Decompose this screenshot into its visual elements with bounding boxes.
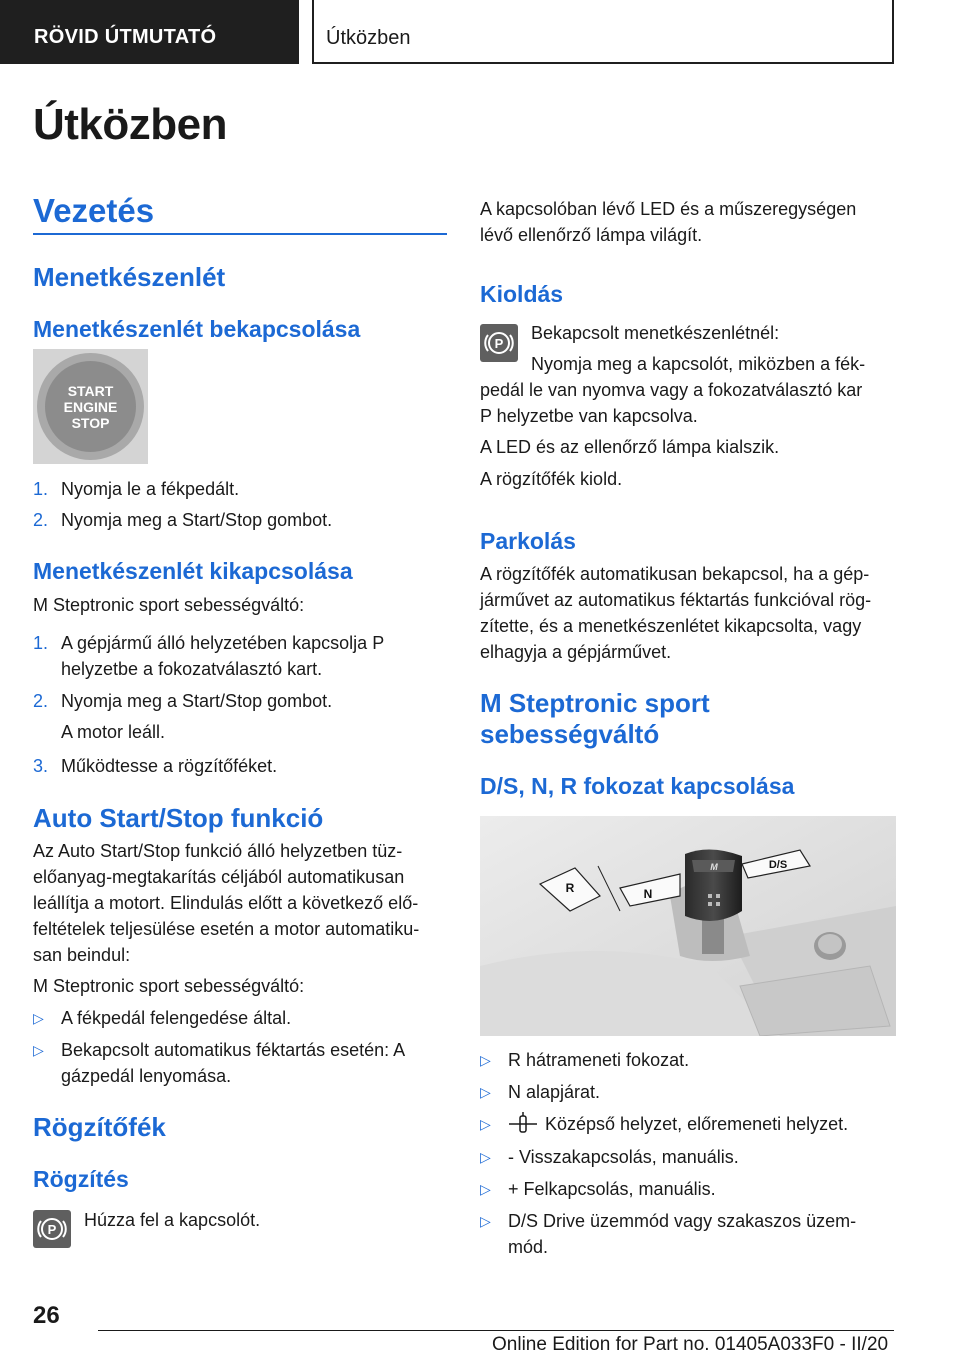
led-text-line: lévő ellenőrző lámpa világít. [480,225,703,245]
bullet-text: Bekapcsolt automatikus féktartás esetén: A [61,1040,406,1060]
kioldas-line: A rögzítőfék kiold. [480,469,623,489]
step-note: A motor leáll. [61,722,166,742]
bullet-text: Középső helyzet, előremeneti helyzet. [545,1114,849,1134]
kioldas-line: A LED és az ellenőrző lámpa kialszik. [480,437,780,457]
header-section-tab [0,0,299,64]
heading-msteptronic-cont: sebességváltó [480,719,660,749]
step-text: Nyomja le a fékpedált. [61,479,240,499]
step-text: Működtesse a rögzítőféket. [61,756,278,776]
heading-rule [33,233,447,235]
bullet-text: + Felkapcsolás, manuális. [508,1179,716,1199]
bullet-text-cont: mód. [508,1237,549,1257]
parking-brake-icon [480,324,518,362]
step-number: 2. [33,510,49,530]
step-number: 1. [33,479,49,499]
auto-paragraph-line: san beindul: [33,945,131,965]
kioldas-line: Bekapcsolt menetkészenlétnél: [531,323,780,343]
heading-kioldas: Kioldás [480,281,564,307]
heading-msteptronic: M Steptronic sport [480,688,710,718]
heading-rogzites: Rögzítés [33,1166,129,1192]
gear-selector-image [480,816,896,1036]
gear-label-ds: D/S [768,859,788,871]
kikapcs-intro: M Steptronic sport sebességváltó: [33,595,305,615]
svg-text:P: P [47,1222,57,1237]
step-number: 3. [33,756,49,776]
stop-label: STOP [71,415,110,431]
parkolas-line: zítette, és a menetkészenlétet kikapcsolta, vagy [480,616,862,636]
bullet-text-cont: gázpedál lenyomása. [61,1066,232,1086]
page-title: Útközben [33,100,227,149]
bullet-text: N alapjárat. [508,1082,601,1102]
footer-edition: Online Edition for Part no. 01405A033F0 - II/20 [492,1334,889,1355]
bullet-triangle-icon: ▷ [480,1181,491,1197]
heading-kikapcsolas: Menetkészenlét kikapcsolása [33,558,353,584]
bullet-triangle-icon: ▷ [480,1084,491,1100]
kioldas-line: Nyomja meg a kapcsolót, miközben a fék- [531,354,866,374]
parking-brake-icon [33,1210,71,1248]
heading-dsnr: D/S, N, R fokozat kapcsolása [480,773,795,799]
header-chapter-tab [312,0,894,64]
step-number: 2. [33,691,49,711]
start-button-ring [37,353,144,460]
heading-auto-start-stop: Auto Start/Stop funkció [33,803,324,833]
header-chapter-label: Útközben [326,27,411,49]
step-text-cont: helyzetbe a fokozatválasztó kart. [61,659,323,679]
parkolas-line: elhagyja a gépjárművet. [480,642,672,662]
auto-paragraph-line: előanyag-megtakarítás céljából automatikusan [33,867,405,887]
page-number: 26 [33,1302,60,1329]
auto-paragraph-line: Az Auto Start/Stop funkció álló helyzetben tüz- [33,841,403,861]
gear-label-n: N [643,887,653,901]
rogzites-text: Húzza fel a kapcsolót. [84,1210,261,1230]
heading-menetkeszenlet: Menetkészenlét [33,262,226,292]
bullet-triangle-icon: ▷ [480,1149,491,1165]
bullet-triangle-icon: ▷ [33,1042,44,1058]
heading-bekapcsolas: Menetkészenlét bekapcsolása [33,316,361,342]
step-number: 1. [33,633,49,653]
auto-intro: M Steptronic sport sebességváltó: [33,976,305,996]
bullet-triangle-icon: ▷ [33,1010,44,1026]
heading-parkolas: Parkolás [480,528,576,554]
bullet-triangle-icon: ▷ [480,1213,491,1229]
bullet-text: A fékpedál felengedése által. [61,1008,292,1028]
heading-rogzitofek: Rögzítőfék [33,1112,166,1142]
auto-paragraph-line: leállítja a motort. Elindulás előtt a következő elő- [33,893,419,913]
svg-text:M: M [710,862,718,872]
step-text: A gépjármű álló helyzetében kapcsolja P [61,633,385,653]
header-section-label: RÖVID ÚTMUTATÓ [34,26,217,48]
bullet-text: - Visszakapcsolás, manuális. [508,1147,739,1167]
step-text: Nyomja meg a Start/Stop gombot. [61,510,333,530]
step-text: Nyomja meg a Start/Stop gombot. [61,691,333,711]
footer-rule [98,1330,894,1331]
svg-text:P: P [494,336,504,351]
led-text-line: A kapcsolóban lévő LED és a műszeregységen [480,199,857,219]
kioldas-line: P helyzetbe van kapcsolva. [480,406,698,426]
gear-label-r: R [565,881,575,895]
engine-label: ENGINE [63,399,118,415]
parkolas-line: járművet az automatikus féktartás funkcióval rög- [480,590,872,610]
parkolas-line: A rögzítőfék automatikusan bekapcsol, ha a gép- [480,564,870,584]
bullet-triangle-icon: ▷ [480,1052,491,1068]
bullet-text: R hátrameneti fokozat. [508,1050,690,1070]
bullet-text: D/S Drive üzemmód vagy szakaszos üzem- [508,1211,857,1231]
auto-paragraph-line: feltételek teljesülése esetén a motor automatiku- [33,919,420,939]
start-button-face [45,361,136,452]
bullet-triangle-icon: ▷ [480,1116,491,1132]
start-label: START [67,383,114,399]
kioldas-line: pedál le van nyomva vagy a fokozatválasztó kar [480,380,863,400]
gear-selector-center-icon [508,1112,538,1141]
heading-vezetes: Vezetés [33,192,155,229]
start-engine-stop-button-image [33,349,148,464]
